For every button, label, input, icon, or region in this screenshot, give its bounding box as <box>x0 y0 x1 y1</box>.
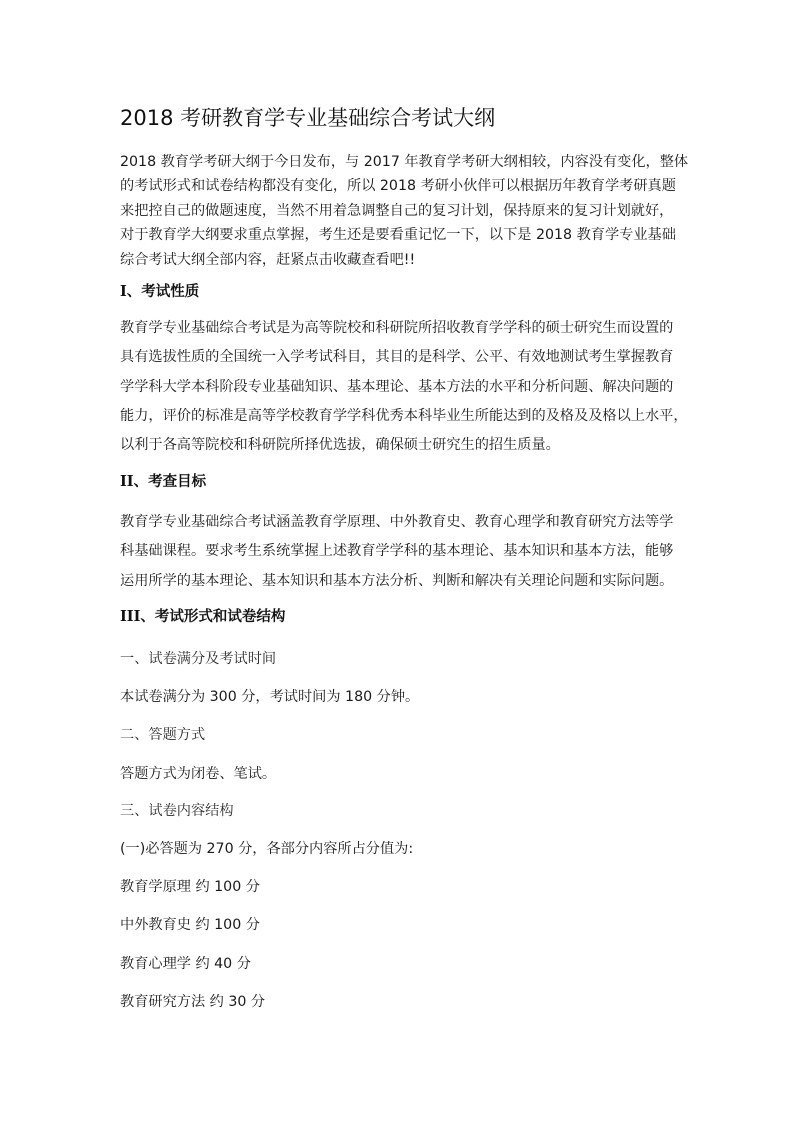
section-paragraph-exam-nature <box>120 314 692 460</box>
paragraph-line: 教育学专业基础综合考试涵盖教育学原理、中外教育史、教育心理学和教育研究方法等学 <box>120 514 674 530</box>
intro-line: 综合考试大纲全部内容，赶紧点击收藏查看吧!! <box>120 251 416 268</box>
paragraph-line: 教育学专业基础综合考试是为高等院校和科研院所招收教育学学科的硕士研究生而设置的 <box>120 320 674 336</box>
paragraph-line: 以利于各高等院校和科研院所择优选拔，确保硕士研究生的招生质量。 <box>120 437 560 454</box>
subheading-answer-method: 二、答题方式 <box>120 727 206 743</box>
list-item-score: 教育心理学 约 40 分 <box>120 956 251 972</box>
section-heading-exam-format: III、考试形式和试卷结构 <box>120 608 286 625</box>
section-paragraph-objectives <box>120 508 692 596</box>
list-item-score: 教育学原理 约 100 分 <box>120 879 260 895</box>
intro-line: 来把控自己的做题速度，当然不用着急调整自己的复习计划，保持原来的复习计划就好， <box>120 202 674 219</box>
list-item-score: 中外教育史 约 100 分 <box>120 917 260 933</box>
section-heading-exam-nature: I、考试性质 <box>120 283 200 300</box>
paragraph-line: 学学科大学本科阶段专业基础知识、基本理论、基本方法的水平和分析问题、解决问题的 <box>120 378 674 395</box>
list-item-score: 教育研究方法 约 30 分 <box>120 994 266 1010</box>
intro-paragraph <box>120 150 689 272</box>
section-heading-objectives: II、考查目标 <box>120 473 207 490</box>
intro-line: 的考试形式和试卷结构都没有变化，所以 2018 考研小伙伴可以根据历年教育学考研真题 <box>120 178 676 195</box>
document-title: 2018 考研教育学专业基础综合考试大纲 <box>120 106 496 130</box>
subheading-score-time: 一、试卷满分及考试时间 <box>120 651 277 667</box>
text-score-time: 本试卷满分为 300 分，考试时间为 180 分钟。 <box>120 689 420 705</box>
subheading-content-structure: 三、试卷内容结构 <box>120 803 234 819</box>
paragraph-line: 运用所学的基本理论、基本知识和基本方法分析、判断和解决有关理论问题和实际问题。 <box>120 572 674 589</box>
paragraph-line: 具有选拔性质的全国统一入学考试科目，其目的是科学、公平、有效地测试考生掌握教育 <box>120 349 674 366</box>
intro-line: 2018 教育学考研大纲于今日发布，与 2017 年教育学考研大纲相较，内容没有变化，整体 <box>120 154 689 170</box>
text-answer-method: 答题方式为闭卷、笔试。 <box>120 766 277 782</box>
intro-line: 对于教育学大纲要求重点掌握，考生还是要看重记忆一下，以下是 2018 教育学专业基础 <box>120 227 676 244</box>
paragraph-line: 能力，评价的标准是高等学校教育学学科优秀本科毕业生所能达到的及格及及格以上水平， <box>120 407 688 424</box>
paragraph-line: 科基础课程。要求考生系统掌握上述教育学学科的基本理论、基本知识和基本方法，能够 <box>120 543 674 560</box>
text-required-questions: (一)必答题为 270 分，各部分内容所占分值为: <box>120 841 414 857</box>
